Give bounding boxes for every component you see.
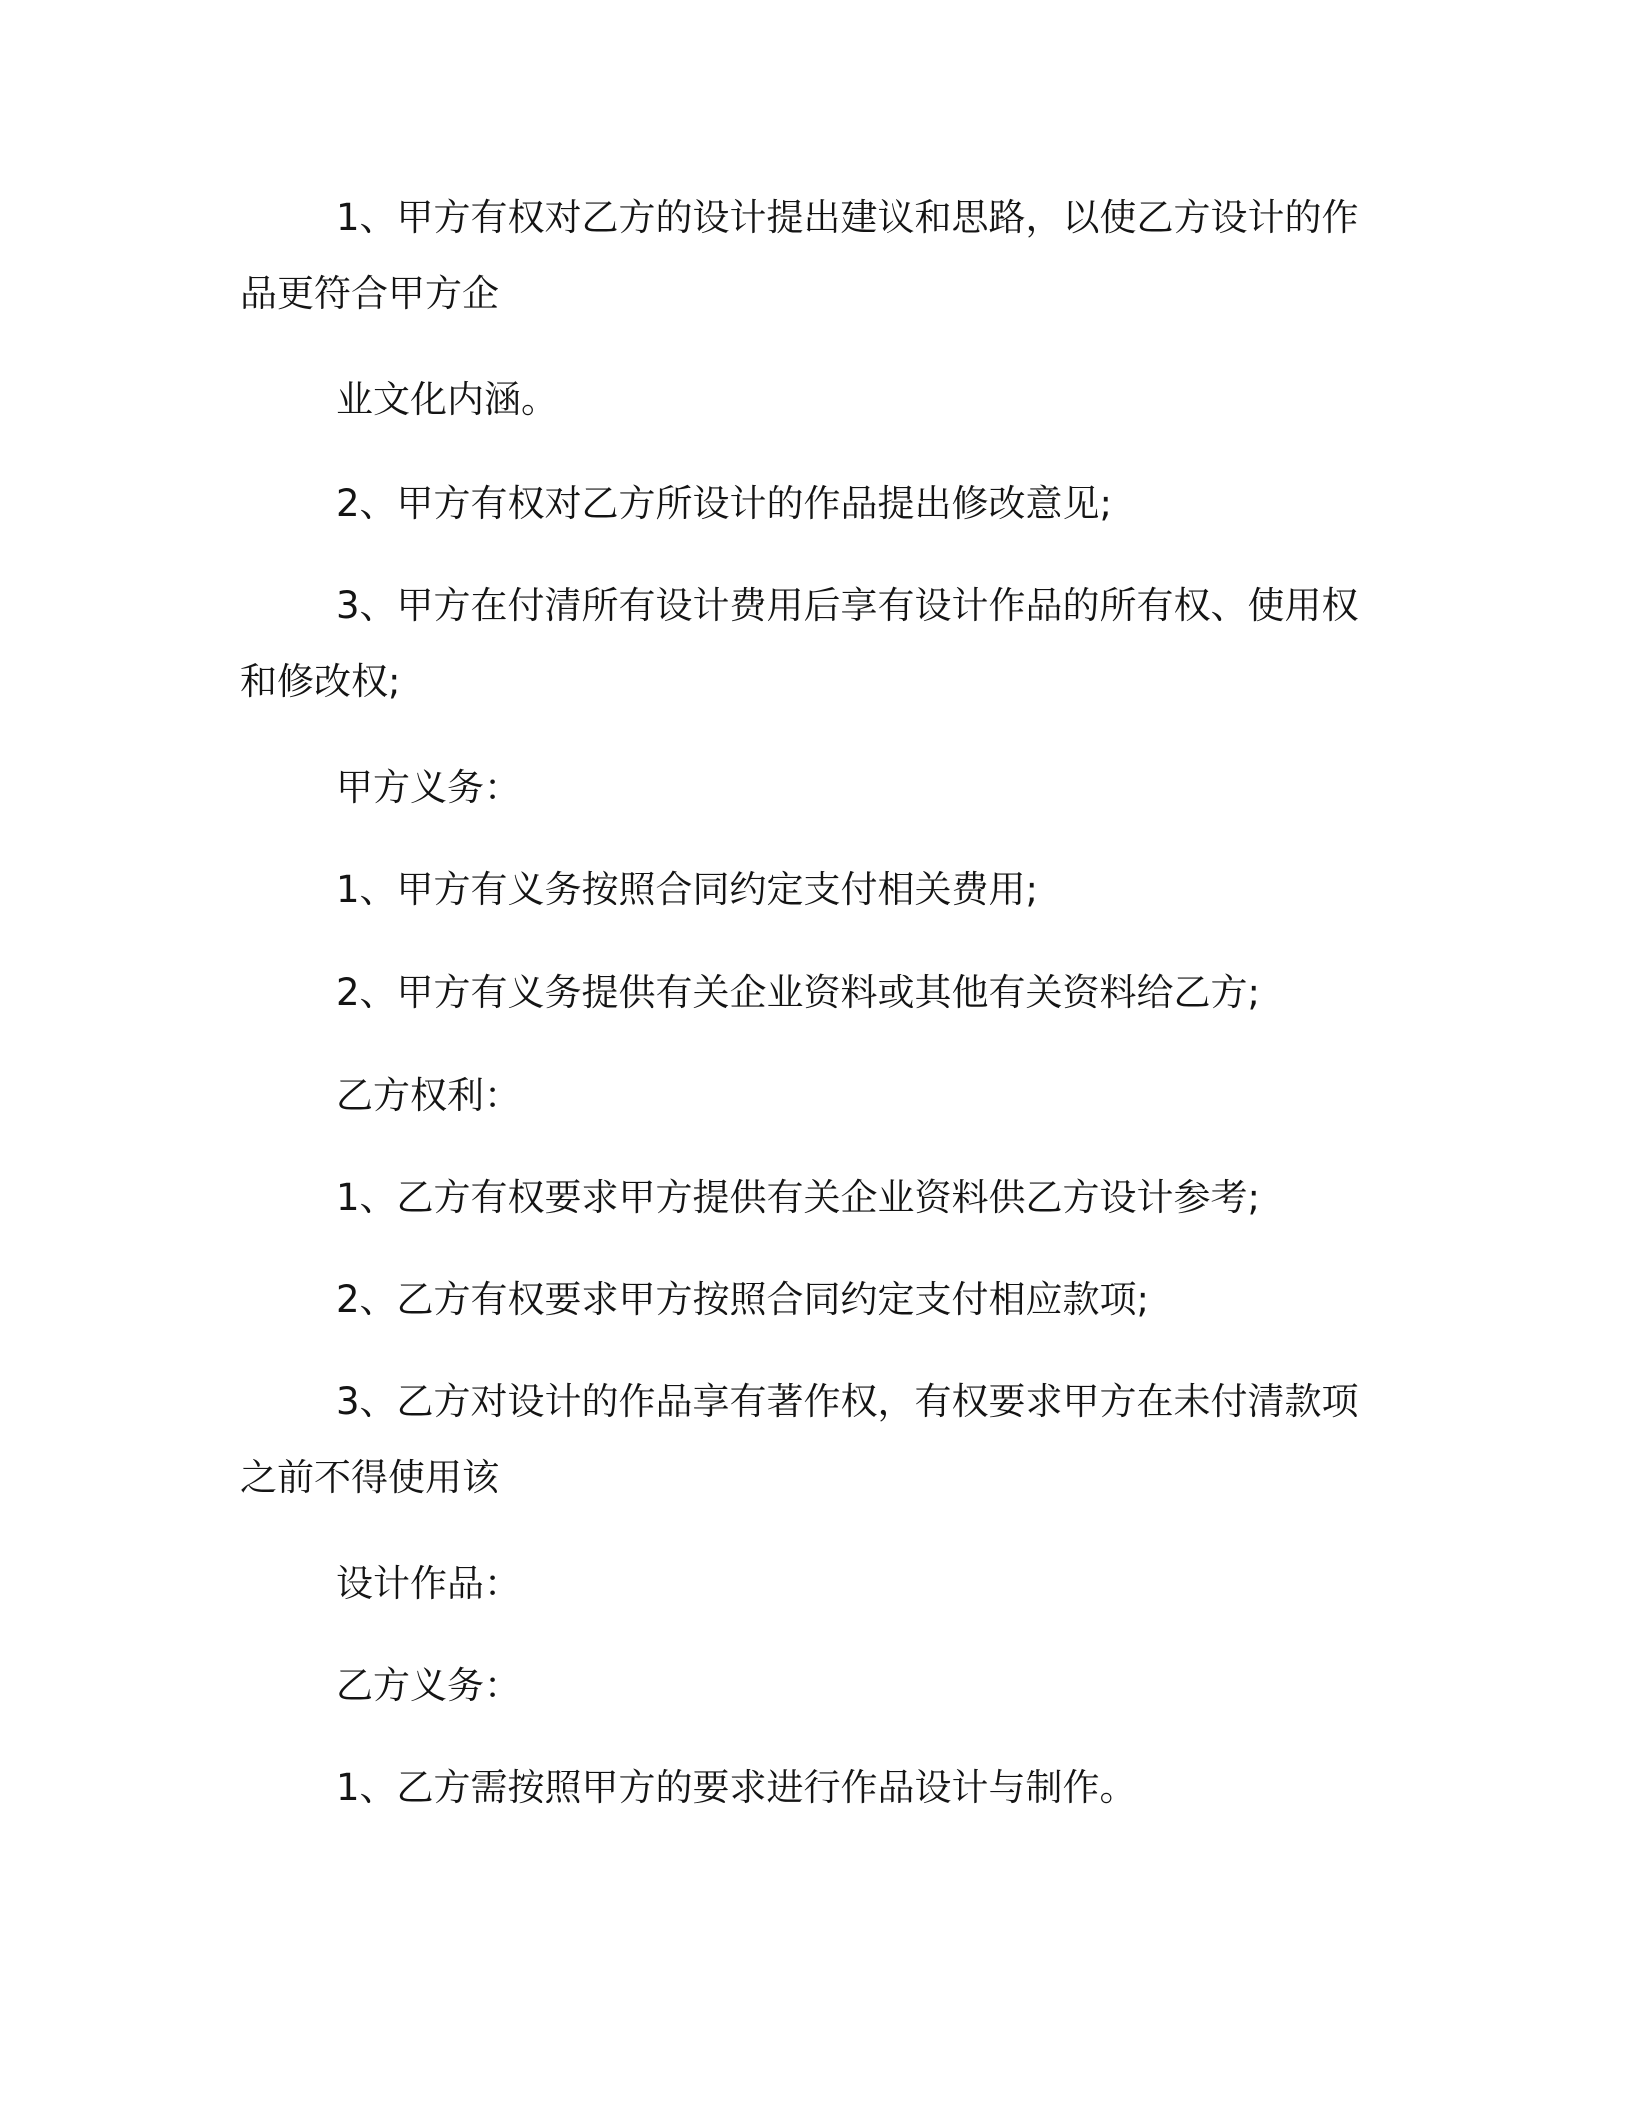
paragraph-party-b-obligation-1: 1、乙方需按照甲方的要求进行作品设计与制作。	[336, 1766, 1137, 1809]
paragraph-party-a-obligation-1: 1、甲方有义务按照合同约定支付相关费用;	[336, 868, 1039, 911]
heading-party-b-obligations: 乙方义务：	[336, 1664, 521, 1707]
paragraph-party-a-right-3: 3、甲方在付清所有设计费用后享有设计作品的所有权、使用权和修改权;	[240, 584, 1359, 703]
paragraph-party-b-right-1: 1、乙方有权要求甲方提供有关企业资料供乙方设计参考;	[336, 1176, 1261, 1219]
paragraph-party-b-right-2: 2、乙方有权要求甲方按照合同约定支付相应款项;	[336, 1278, 1150, 1321]
paragraph-party-a-right-1-continued: 业文化内涵。	[336, 378, 558, 421]
heading-party-b-rights: 乙方权利：	[336, 1074, 521, 1117]
paragraph-party-b-right-3: 3、乙方对设计的作品享有著作权，有权要求甲方在未付清款项之前不得使用该	[240, 1380, 1359, 1499]
heading-party-a-obligations: 甲方义务：	[336, 766, 521, 809]
paragraph-party-b-right-3-continued: 设计作品：	[336, 1562, 521, 1605]
paragraph-party-a-right-1: 1、甲方有权对乙方的设计提出建议和思路，以使乙方设计的作品更符合甲方企	[240, 196, 1359, 315]
paragraph-party-a-obligation-2: 2、甲方有义务提供有关企业资料或其他有关资料给乙方;	[336, 971, 1261, 1014]
paragraph-party-a-right-2: 2、甲方有权对乙方所设计的作品提出修改意见;	[336, 482, 1113, 525]
